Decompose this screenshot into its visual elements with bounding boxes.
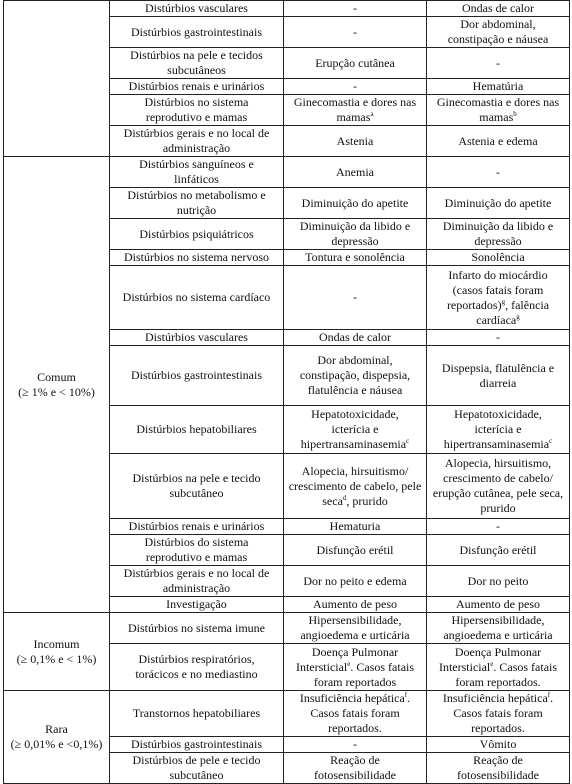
reaction-cell-col1	[284, 48, 427, 79]
organ-system-cell: Distúrbios vasculares	[110, 1, 284, 17]
reaction-cell-col2	[427, 406, 570, 454]
reaction-cell-col2	[427, 1, 570, 17]
reaction-text: Insuficiência hepática	[299, 691, 405, 705]
footnote-marker: c	[406, 437, 410, 445]
reaction-text: -	[496, 519, 500, 533]
reaction-cell-col2	[427, 17, 570, 48]
reaction-text: Dor no peito	[467, 573, 529, 588]
reaction-cell-col2	[427, 566, 570, 597]
reaction-text: Hematúria	[472, 79, 524, 93]
reaction-text: , falência cardíaca	[476, 297, 550, 327]
organ-system-cell: Distúrbios gerais e no local de administração	[110, 566, 284, 597]
reaction-text: Insuficiência hepática	[442, 691, 548, 705]
organ-system-cell: Distúrbios gastrointestinais	[110, 737, 284, 753]
reaction-text: . Casos fatais foram reportados.	[455, 659, 558, 689]
organ-system-cell: Distúrbios renais e urinários	[110, 79, 284, 95]
reaction-cell-col1	[284, 17, 427, 48]
reaction-text: Doença Pulmonar Intersticial	[295, 644, 399, 674]
frequency-cell: Comum (≥ 1% e < 10%)	[4, 157, 110, 613]
frequency-cell	[4, 1, 110, 157]
reaction-text: Reação de fotosensibilidade	[314, 753, 396, 782]
reaction-cell-col2	[427, 613, 570, 644]
reaction-cell-col1	[284, 346, 427, 406]
reaction-cell-col1	[284, 566, 427, 597]
footnote-marker: g	[501, 297, 506, 306]
reaction-cell-col2	[427, 48, 570, 79]
reaction-cell-col2	[427, 79, 570, 95]
reaction-cell-col2	[427, 95, 570, 126]
reaction-cell-col1	[284, 535, 427, 566]
organ-system-cell: Distúrbios hepatobiliares	[110, 406, 284, 454]
footnote-marker: f	[547, 691, 551, 699]
reaction-cell-col1	[284, 95, 427, 126]
organ-system-cell: Distúrbios no sistema cardíaco	[110, 266, 284, 330]
organ-system-cell: Distúrbios psiquiátricos	[110, 219, 284, 250]
frequency-cell: Rara (≥ 0,01% e <0,1%)	[4, 691, 110, 784]
reaction-text: Ginecomastia e dores nas mamas	[293, 95, 417, 124]
reaction-cell-col2	[427, 157, 570, 188]
footnote-marker: g	[516, 312, 520, 321]
organ-system-cell: Distúrbios no sistema nervoso	[110, 250, 284, 266]
reaction-text: Infarto do miocárdio (casos fatais foram reportados)	[446, 267, 548, 312]
reaction-text: Sonolência	[471, 250, 525, 264]
reaction-text: Astenia e edema	[458, 133, 538, 148]
reaction-cell-col2	[427, 737, 570, 753]
organ-system-cell: Distúrbios na pele e tecidos subcutâneos	[110, 48, 284, 79]
organ-system-cell: Distúrbios gastrointestinais	[110, 346, 284, 406]
reaction-cell-col2	[427, 219, 570, 250]
reaction-cell-col1	[284, 753, 427, 784]
reaction-cell-col2	[427, 126, 570, 157]
reaction-cell-col2	[427, 597, 570, 613]
reaction-text: Dor no peito e edema	[303, 573, 407, 588]
reaction-cell-col2	[427, 266, 570, 330]
reaction-text: Ondas de calor	[319, 330, 391, 344]
reaction-cell-col1	[284, 157, 427, 188]
organ-system-cell: Distúrbios no metabolismo e nutrição	[110, 188, 284, 219]
reaction-cell-col1	[284, 737, 427, 753]
organ-system-cell: Distúrbios sanguíneos e linfáticos	[110, 157, 284, 188]
reaction-text: Diminuição do apetite	[301, 195, 409, 210]
reaction-cell-col1	[284, 613, 427, 644]
reaction-text: Ondas de calor	[462, 1, 534, 15]
reaction-text: Ginecomastia e dores nas mamas	[436, 95, 560, 124]
reaction-text: -	[353, 24, 357, 39]
reaction-text: -	[496, 55, 500, 70]
reaction-cell-col2	[427, 188, 570, 219]
reaction-cell-col2	[427, 250, 570, 266]
organ-system-cell: Transtornos hepatobiliares	[110, 691, 284, 737]
reaction-text: Disfunção erétil	[459, 542, 537, 557]
adverse-reactions-table	[3, 0, 570, 784]
table-row	[4, 157, 570, 188]
reaction-text: Alopecia, hirsuitismo/ crescimento de cabelo, pele seca	[288, 463, 422, 508]
table-row	[4, 1, 570, 17]
footnote-marker: b	[513, 110, 517, 118]
reaction-text: . Casos fatais foram reportados.	[453, 691, 554, 735]
reaction-text: Aumento de peso	[313, 597, 397, 611]
reaction-text: Disfunção erétil	[316, 542, 394, 557]
reaction-text: Astenia	[336, 133, 374, 148]
reaction-text: Dor abdominal, constipação e náusea	[447, 17, 549, 46]
reaction-cell-col2	[427, 753, 570, 784]
organ-system-cell: Distúrbios gastrointestinais	[110, 17, 284, 48]
organ-system-cell: Distúrbios no sistema imune	[110, 613, 284, 644]
footnote-marker: d	[342, 493, 347, 502]
reaction-cell-col1	[284, 250, 427, 266]
reaction-cell-col2	[427, 454, 570, 519]
reaction-text: Erupção cutânea	[315, 55, 395, 70]
reaction-text: Hipersensibilidade, angioedema e urticária	[443, 613, 553, 642]
reaction-cell-col1	[284, 266, 427, 330]
reaction-cell-col1	[284, 219, 427, 250]
footnote-marker: e	[347, 659, 351, 668]
reaction-cell-col1	[284, 454, 427, 519]
reaction-text: Doença Pulmonar Intersticial	[438, 644, 542, 674]
organ-system-cell: Investigação	[110, 597, 284, 613]
table-row	[4, 691, 570, 737]
reaction-text: Aumento de peso	[456, 597, 540, 611]
reaction-text: Hematuria	[329, 519, 381, 533]
reaction-cell-col1	[284, 1, 427, 17]
reaction-text: Dor abdominal, constipação, dispepsia, flatulência e náusea	[299, 353, 411, 397]
reaction-cell-col1	[284, 644, 427, 691]
reaction-text: Anemia	[336, 164, 374, 179]
footnote-marker: c	[549, 437, 553, 445]
reaction-text: Reação de fotosensibilidade	[457, 753, 539, 782]
reaction-cell-col2	[427, 691, 570, 737]
reaction-text: , prurido	[346, 493, 388, 508]
reaction-text: Vômito	[479, 737, 517, 751]
reaction-text: Hipersensibilidade, angioedema e urticária	[300, 613, 410, 642]
reaction-text: -	[496, 330, 500, 344]
organ-system-cell: Distúrbios gerais e no local de administração	[110, 126, 284, 157]
footnote-marker: f	[404, 691, 408, 699]
reaction-text: Dispepsia, flatulência e diarreia	[441, 360, 555, 390]
reaction-cell-col1	[284, 330, 427, 346]
organ-system-cell: Distúrbios no sistema reprodutivo e mamas	[110, 95, 284, 126]
reaction-text: -	[353, 737, 357, 751]
reaction-cell-col1	[284, 126, 427, 157]
reaction-text: Diminuição da libido e depressão	[299, 219, 411, 248]
reaction-cell-col2	[427, 535, 570, 566]
footnote-marker: a	[370, 110, 374, 118]
reaction-text: . Casos fatais foram reportados.	[310, 691, 411, 735]
reaction-cell-col2	[427, 330, 570, 346]
organ-system-cell: Distúrbios na pele e tecido subcutâneo	[110, 454, 284, 519]
reaction-cell-col1	[284, 519, 427, 535]
frequency-cell: Incomum (≥ 0,1% e < 1%)	[4, 613, 110, 691]
reaction-text: -	[353, 1, 357, 15]
reaction-cell-col2	[427, 346, 570, 406]
reaction-cell-col1	[284, 691, 427, 737]
table-body	[4, 1, 570, 784]
reaction-cell-col2	[427, 644, 570, 691]
reaction-text: Hepatotoxicidade, icterícia e hipertransaminasemia	[300, 407, 407, 451]
organ-system-cell: Distúrbios renais e urinários	[110, 519, 284, 535]
reaction-cell-col1	[284, 406, 427, 454]
reaction-text: -	[353, 79, 357, 93]
organ-system-cell: Distúrbios respiratórios, torácicos e no mediastino	[110, 644, 284, 691]
organ-system-cell: Distúrbios vasculares	[110, 330, 284, 346]
reaction-text: -	[353, 290, 357, 304]
reaction-cell-col1	[284, 79, 427, 95]
reaction-text: Alopecia, hirsuitismo, crescimento de cabelo/ erupção cutânea, pele seca, prurido	[432, 456, 564, 515]
reaction-cell-col1	[284, 597, 427, 613]
reaction-cell-col2	[427, 519, 570, 535]
reaction-cell-col1	[284, 188, 427, 219]
reaction-text: -	[496, 164, 500, 179]
reaction-text: Tontura e sonolência	[305, 250, 405, 264]
table-row	[4, 613, 570, 644]
organ-system-cell: Distúrbios de pele e tecido subcutâneo	[110, 753, 284, 784]
reaction-text: Hepatotoxicidade, icterícia e hipertransaminasemia	[443, 407, 550, 451]
organ-system-cell: Distúrbios do sistema reprodutivo e mamas	[110, 535, 284, 566]
reaction-text: . Casos fatais foram reportados	[313, 659, 415, 689]
reaction-text: Diminuição do apetite	[444, 195, 552, 210]
footnote-marker: e	[490, 659, 494, 668]
reaction-text: Diminuição da libido e depressão	[442, 219, 554, 248]
